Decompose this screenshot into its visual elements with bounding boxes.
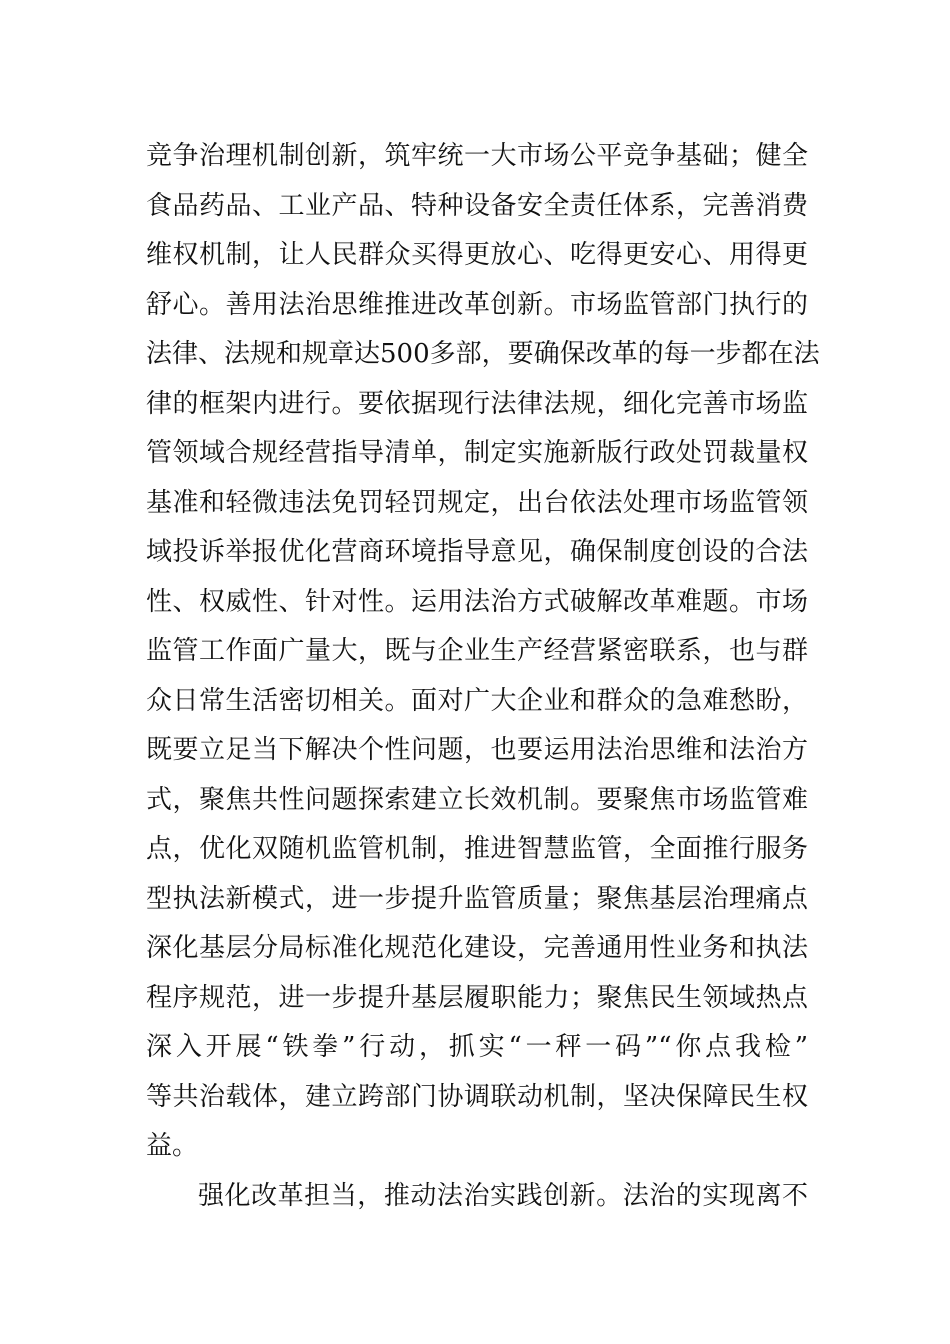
text-line: 法律、法规和规章达500多部，要确保改革的每一步都在法: [146, 339, 820, 369]
text-line: 竞争治理机制创新，筑牢统一大市场公平竞争基础；健全: [146, 141, 808, 171]
text-line: 众日常生活密切相关。面对广大企业和群众的急难愁盼，: [146, 685, 808, 716]
text-line: 性、权威性、针对性。运用法治方式破解改革难题。市场: [146, 586, 808, 617]
text-line: 域投诉举报优化营商环境指导意见，确保制度创设的合法: [146, 537, 808, 567]
text-line: 深入开展“铁拳”行动，抓实“一秤一码”“你点我检”: [146, 1032, 808, 1062]
body-text: [146, 132, 820, 1221]
text-line: 点，优化双随机监管机制，推进智慧监管，全面推行服务: [146, 834, 808, 864]
text-line: 型执法新模式，进一步提升监管质量；聚焦基层治理痛点: [146, 883, 808, 914]
text-line: 程序规范，进一步提升基层履职能力；聚焦民生领域热点: [146, 982, 808, 1013]
text-line: 深化基层分局标准化规范化建设，完善通用性业务和执法: [146, 933, 808, 963]
text-line: 强化改革担当，推动法治实践创新。法治的实现离不: [198, 1180, 808, 1211]
text-line: 既要立足当下解决个性问题，也要运用法治思维和法治方: [146, 735, 808, 765]
paragraph: [146, 1172, 808, 1222]
text-line: 等共治载体，建立跨部门协调联动机制，坚决保障民生权: [146, 1081, 808, 1112]
text-line: 监管工作面广量大，既与企业生产经营紧密联系，也与群: [146, 636, 808, 666]
text-line: 舒心。善用法治思维推进改革创新。市场监管部门执行的: [146, 289, 808, 320]
text-line: 益。: [146, 1131, 199, 1161]
text-line: 律的框架内进行。要依据现行法律法规，细化完善市场监: [146, 388, 808, 419]
text-line: 维权机制，让人民群众买得更放心、吃得更安心、用得更: [146, 240, 808, 270]
text-line: 食品药品、工业产品、特种设备安全责任体系，完善消费: [146, 190, 808, 221]
text-line: 式，聚焦共性问题探索建立长效机制。要聚焦市场监管难: [146, 784, 808, 815]
text-line: 管领域合规经营指导清单，制定实施新版行政处罚裁量权: [146, 438, 808, 468]
paragraph: [146, 132, 820, 1172]
text-line: 基准和轻微违法免罚轻罚规定，出台依法处理市场监管领: [146, 487, 808, 518]
